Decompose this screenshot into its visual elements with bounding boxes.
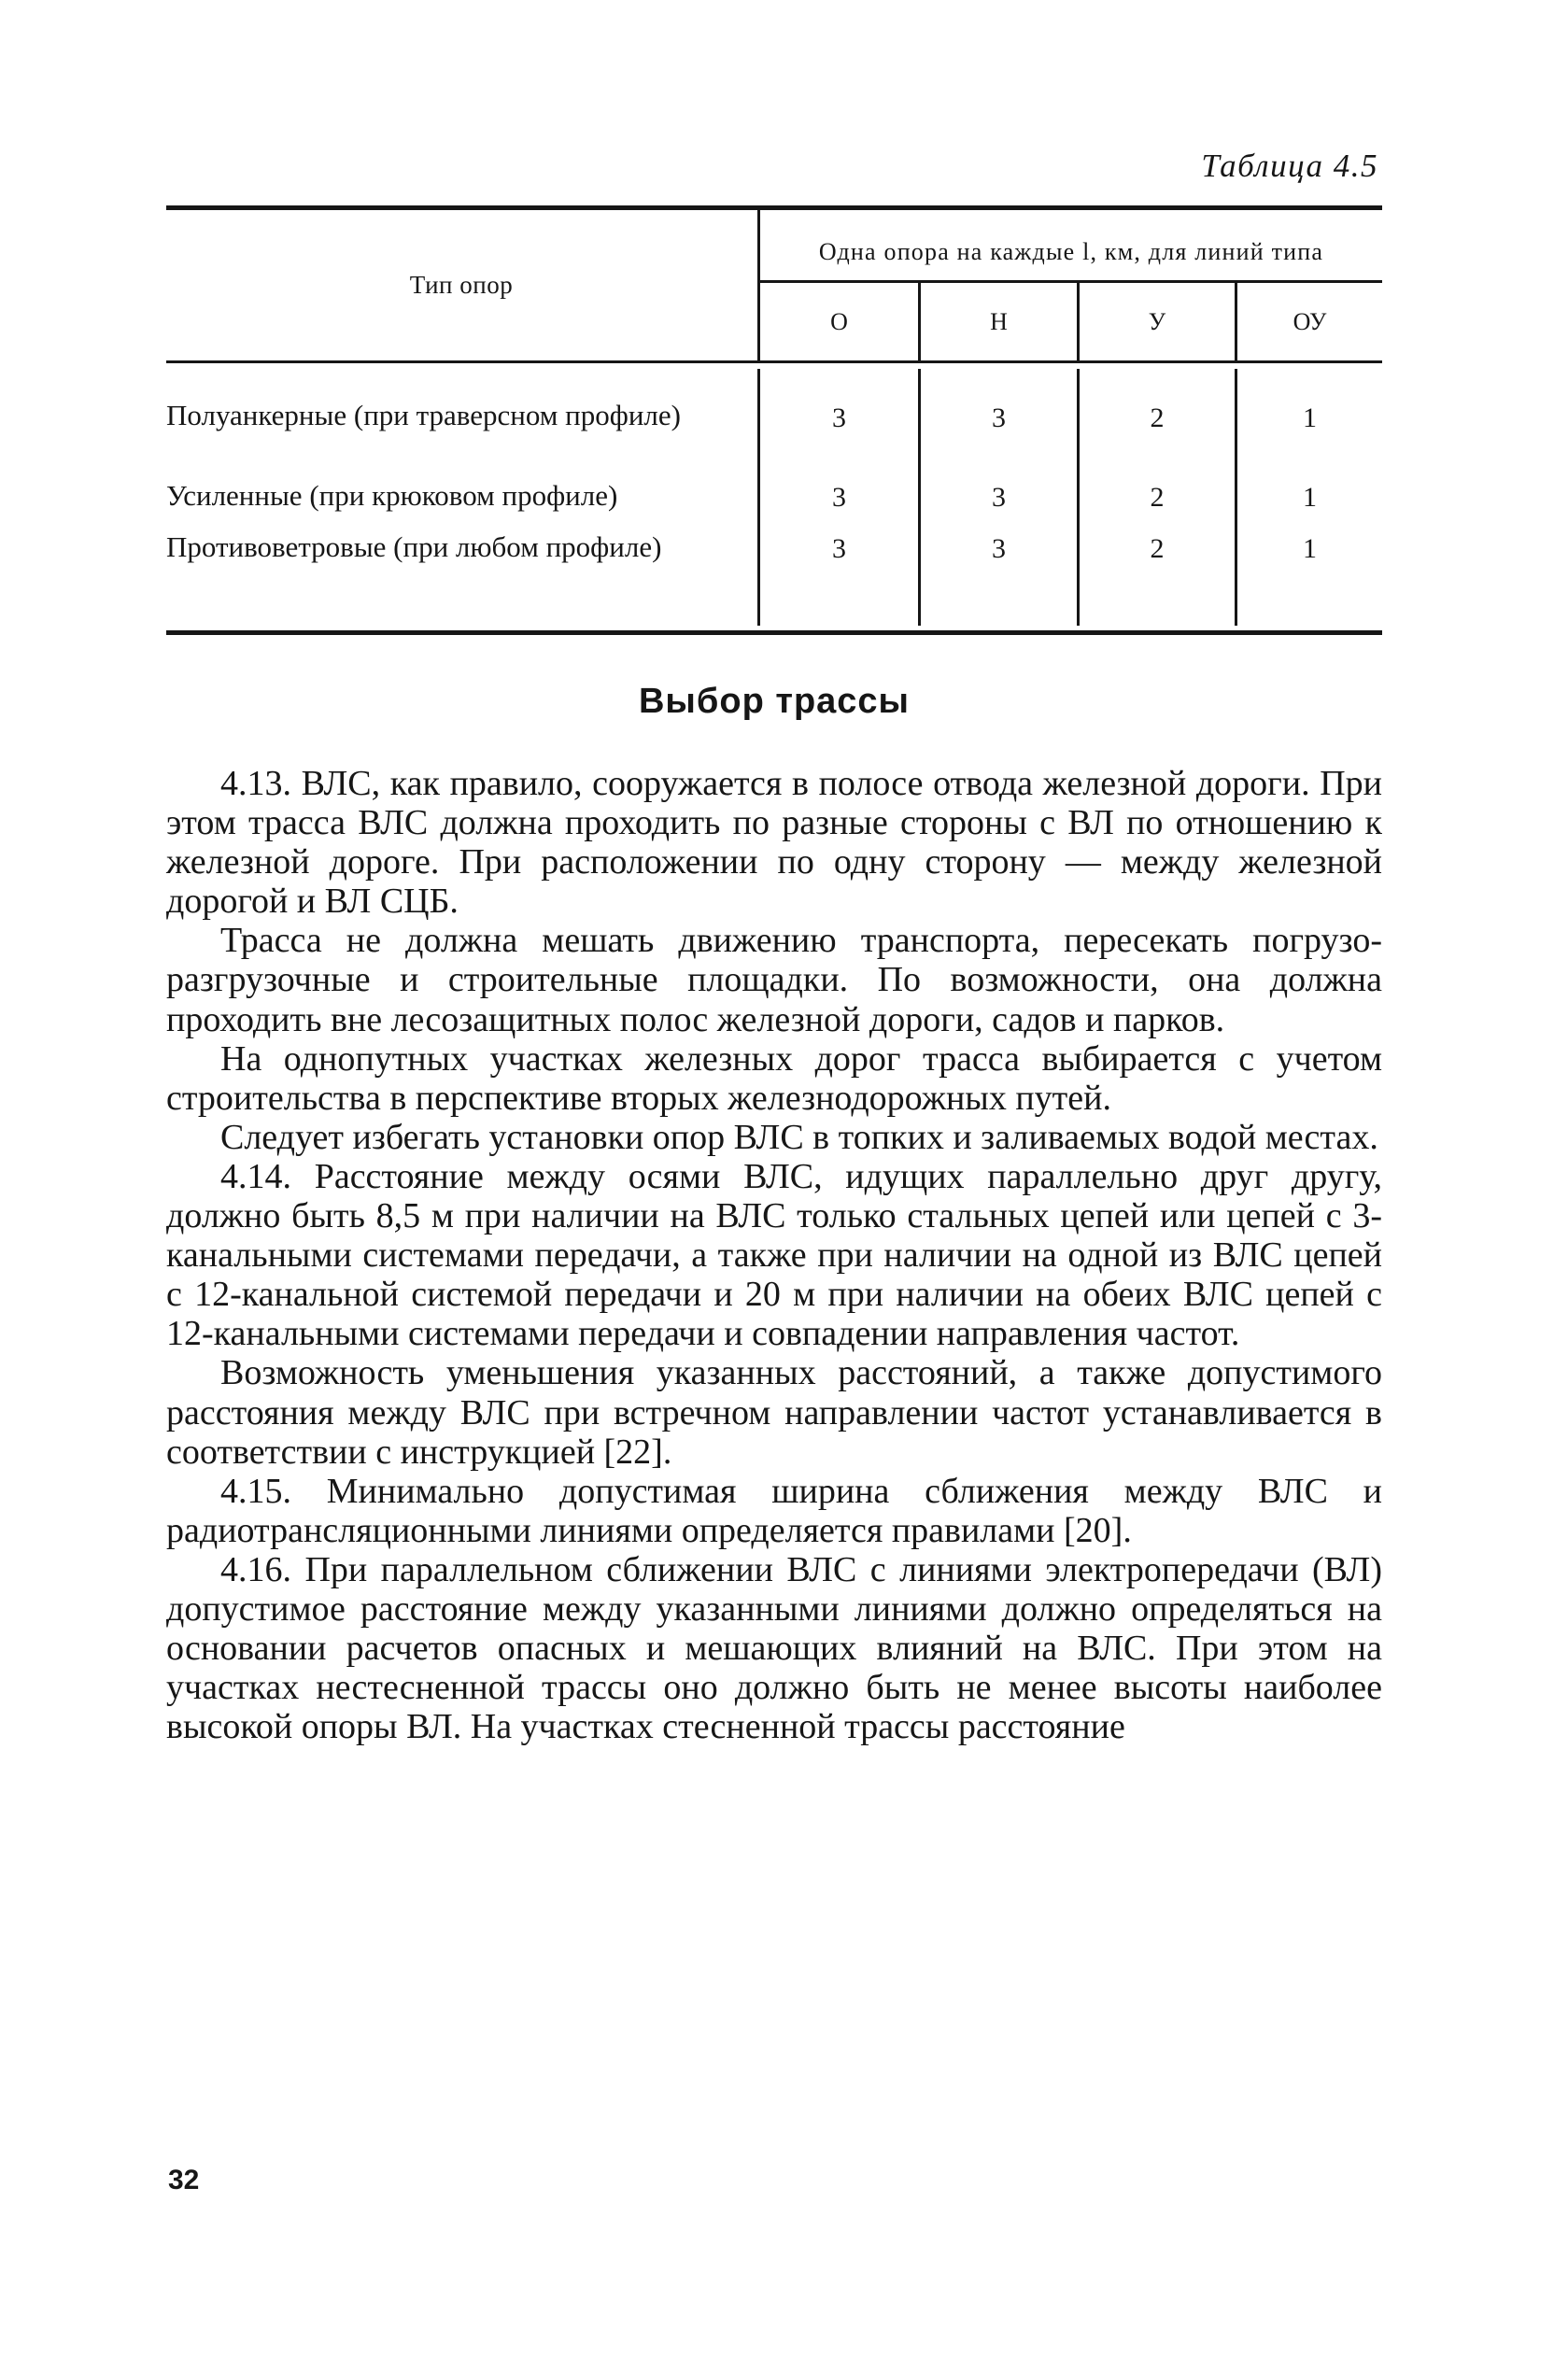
table-divider-main bbox=[757, 210, 760, 361]
paragraph: 4.14. Расстояние между осями ВЛС, идущих параллельно друг другу, должно быть 8,5 м при наличии на ВЛС только стальных цепей или цепей с 3-канальными системами передачи, а также при наличии на одной из ВЛС цепей с 12-канальной системой передачи и 20 м при наличии на обеих ВЛС цепей с 12-канальными системами передачи и совпадении направления частот. bbox=[166, 1156, 1382, 1354]
table-cell: 1 bbox=[1303, 482, 1317, 513]
table-cell: 3 bbox=[832, 533, 846, 564]
page bbox=[166, 0, 1382, 2371]
table-caption: Таблица 4.5 bbox=[1201, 148, 1378, 184]
header-support-interval: Одна опора на каждые l, км, для линий типа bbox=[818, 238, 1324, 265]
paragraph: Возможность уменьшения указанных расстояний, а также допустимого расстояния между ВЛС при встречном направлении частот устанавливается в соответствии с инструкцией [22]. bbox=[166, 1353, 1382, 1472]
header-col-o: О bbox=[830, 308, 848, 335]
table-bottom-rule bbox=[166, 630, 1382, 635]
paragraph: 4.13. ВЛС, как правило, сооружается в полосе отвода железной дороги. При этом трасса ВЛС должна проходить по разные стороны с ВЛ по отношению к железной дороге. При расположении по одну сторону — между железной дорогой и ВЛ СЦБ. bbox=[166, 764, 1382, 922]
paragraph: Следует избегать установки опор ВЛС в топких и заливаемых водой местах. bbox=[220, 1117, 1378, 1157]
table-top-rule bbox=[166, 205, 1382, 210]
table-cell: 2 bbox=[1150, 533, 1165, 564]
section-title: Выбор трассы bbox=[638, 682, 911, 721]
header-support-type: Тип опор bbox=[409, 271, 514, 299]
table-cell: 3 bbox=[992, 402, 1006, 433]
header-col-n: Н bbox=[990, 308, 1008, 335]
table-cell: 1 bbox=[1303, 533, 1317, 564]
table-cell: 2 bbox=[1150, 482, 1165, 513]
body-text bbox=[166, 764, 1382, 1746]
paragraph: 4.15. Минимально допустимая ширина сближения между ВЛС и радиотрансляционными линиями определяется правилами [20]. bbox=[166, 1471, 1382, 1550]
table-cell: 3 bbox=[832, 402, 846, 433]
row-label: Полуанкерные (при траверсном профиле) bbox=[166, 399, 681, 431]
paragraph: На однопутных участках железных дорог трасса выбирается с учетом строительства в перспективе вторых железнодорожных путей. bbox=[166, 1038, 1382, 1118]
table-subheader-rule bbox=[760, 280, 1382, 283]
table-cell: 1 bbox=[1303, 402, 1317, 433]
table-cell: 3 bbox=[832, 482, 846, 513]
header-col-ou: ОУ bbox=[1293, 308, 1327, 335]
paragraph: 4.16. При параллельном сближении ВЛС с линиями электропередачи (ВЛ) допустимое расстояние между указанными линиями должно определяться на основании расчетов опасных и мешающих влияний на ВЛС. При этом на участках нестесненной трассы оно должно быть не менее высоты наиболее высокой опоры ВЛ. На участках стесненной трассы расстояние bbox=[166, 1549, 1382, 1747]
page-number: 32 bbox=[168, 2165, 200, 2195]
table-cell: 3 bbox=[992, 533, 1006, 564]
table-cell: 2 bbox=[1150, 402, 1165, 433]
paragraph: Трасса не должна мешать движению транспорта, пересекать погрузо-разгрузочные и строительные площадки. По возможности, она должна проходить вне лесозащитных полос железной дороги, садов и парков. bbox=[166, 921, 1382, 1039]
row-label: Усиленные (при крюковом профиле) bbox=[166, 479, 618, 512]
row-label: Противоветровые (при любом профиле) bbox=[166, 530, 662, 563]
table-header-rule bbox=[166, 360, 1382, 363]
table-cell: 3 bbox=[992, 482, 1006, 513]
header-col-u: У bbox=[1148, 308, 1166, 335]
